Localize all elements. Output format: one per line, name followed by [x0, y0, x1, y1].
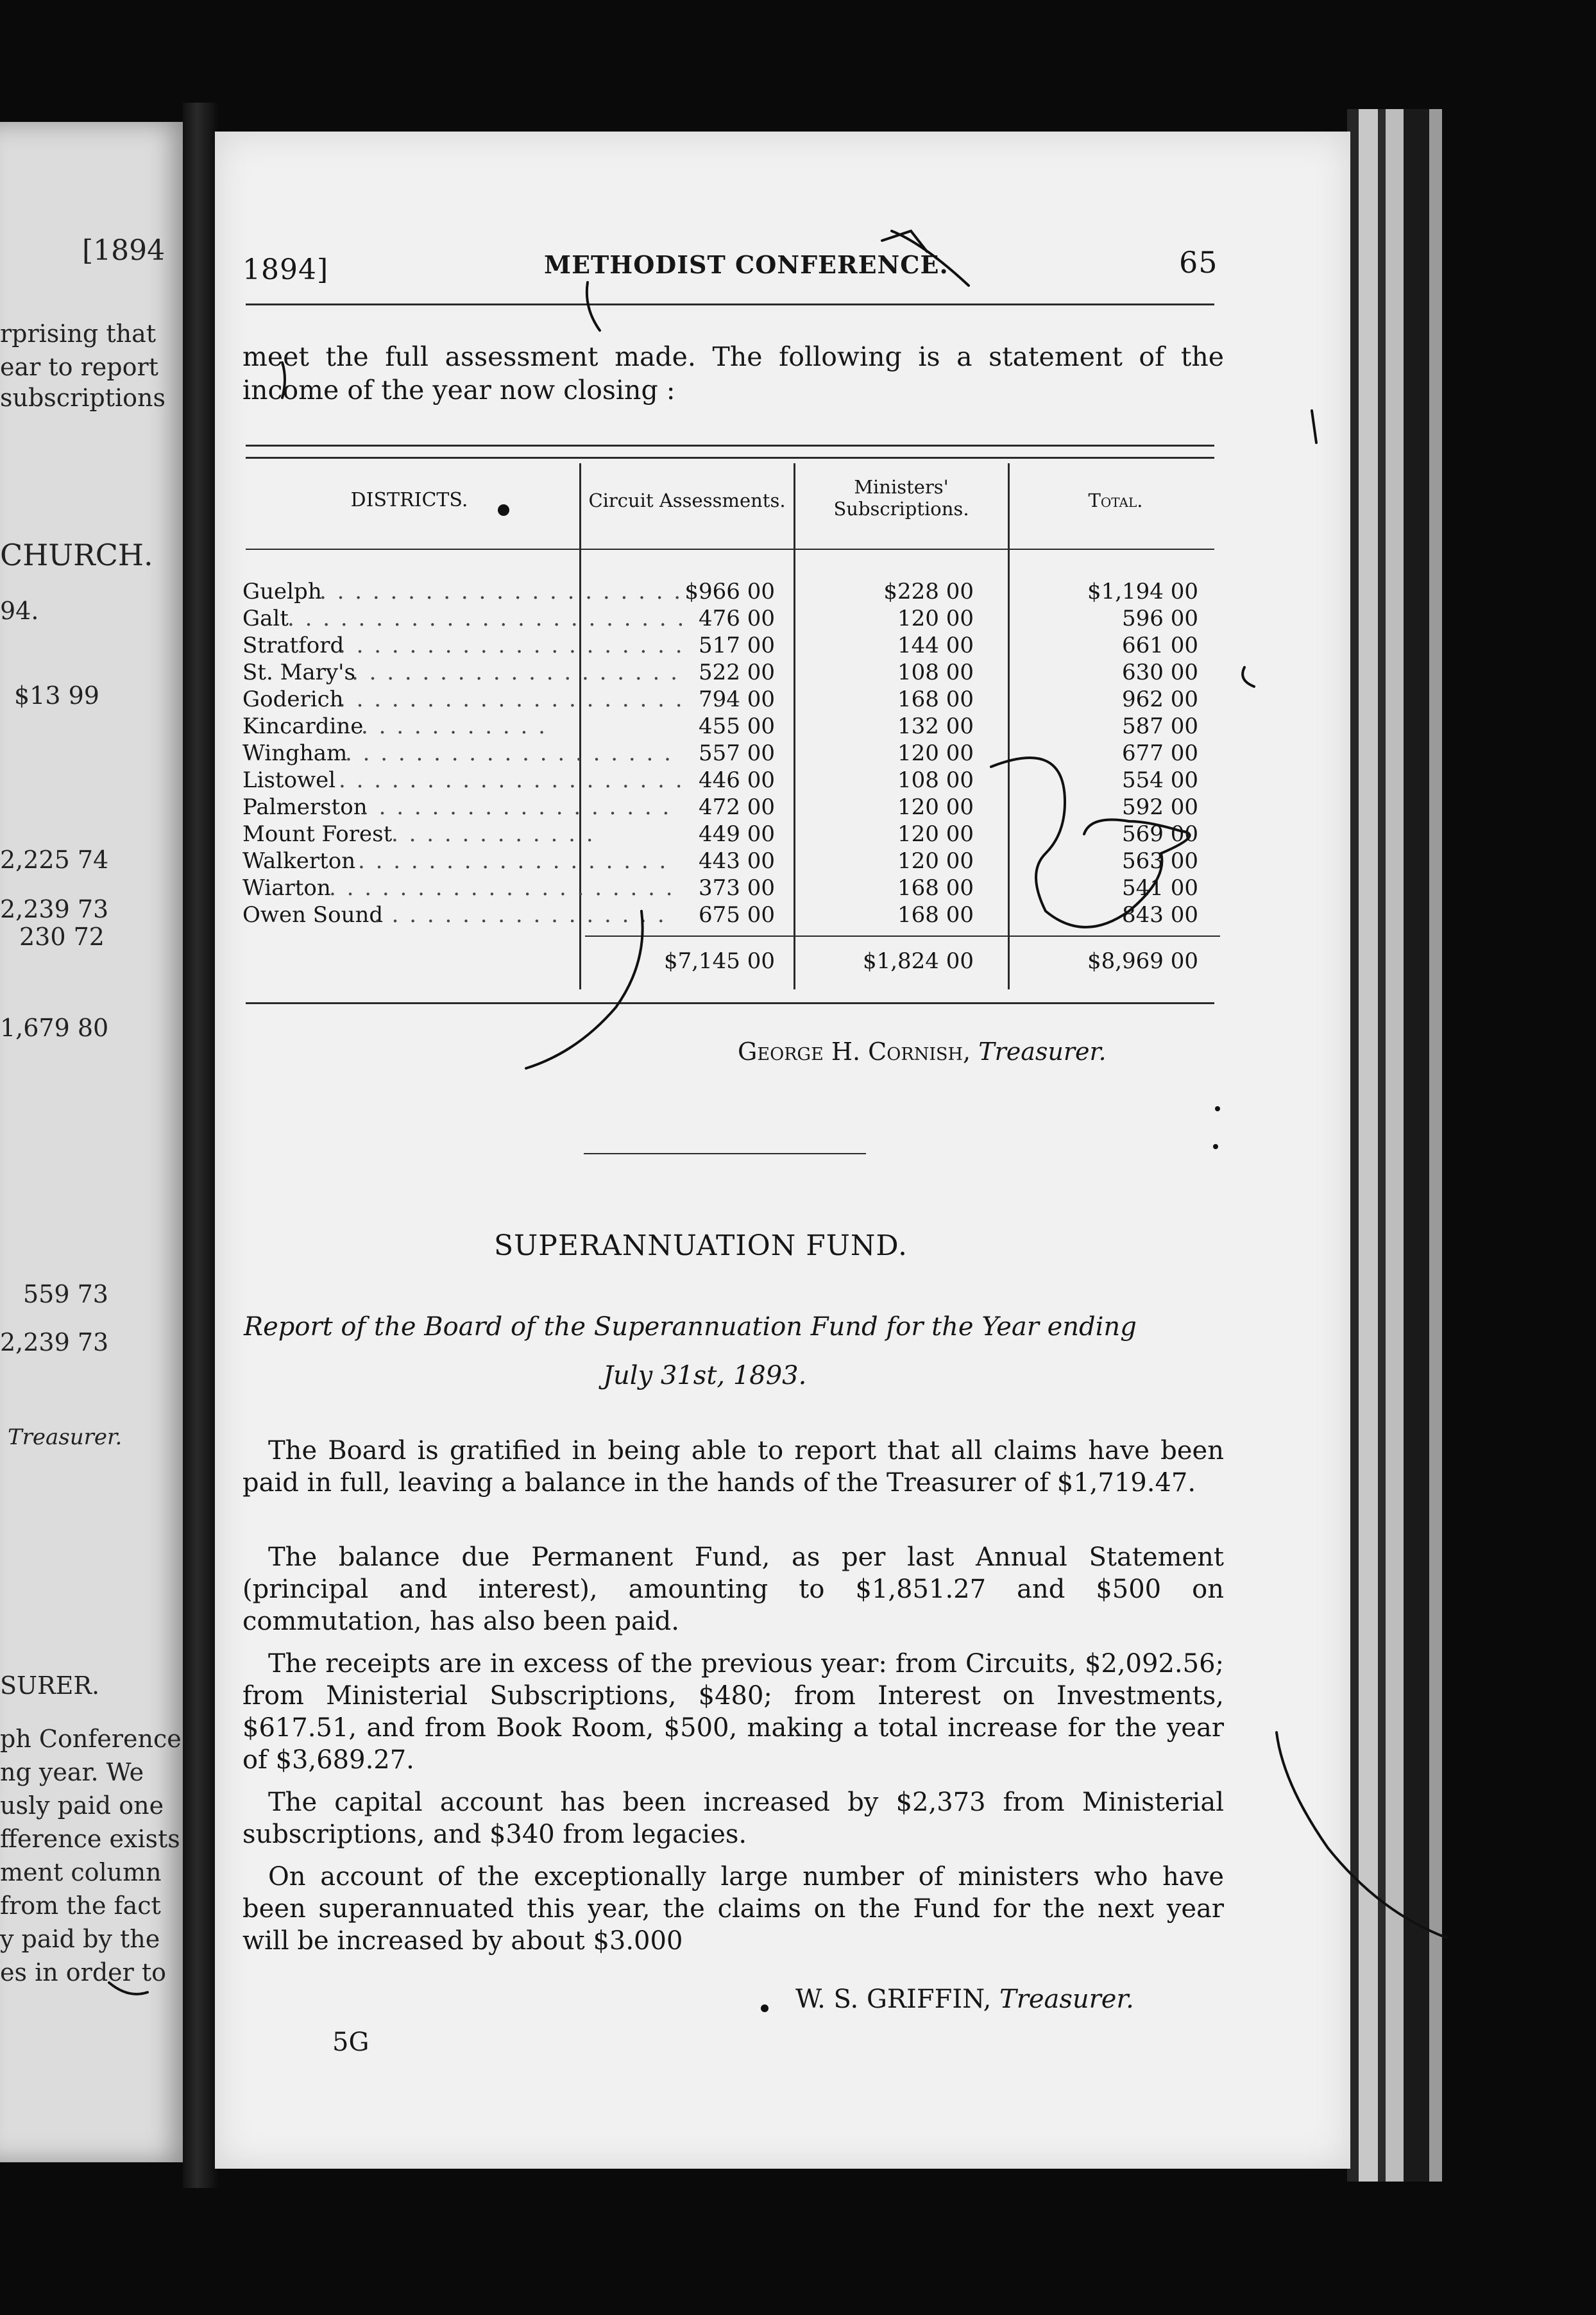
circuit-value: 446 00	[699, 767, 775, 793]
left-page-line: 559 73	[23, 1280, 108, 1308]
district-name: Guelph	[242, 579, 322, 604]
left-page-line: ph Conference	[0, 1725, 182, 1753]
left-page-line: from the fact	[0, 1892, 161, 1920]
leader-dots: . . . . . . . . . . .	[361, 713, 547, 739]
district-name: Palmerston	[242, 794, 368, 820]
left-page-header: [1894	[82, 234, 166, 267]
total-value: 661 00	[1122, 633, 1198, 658]
col-header-circuit: Circuit Assessments.	[588, 490, 786, 511]
left-page-line: 94.	[0, 597, 39, 625]
ministers-value: 120 00	[897, 794, 974, 820]
district-name: Walkerton	[242, 848, 356, 874]
pencil-stroke	[1243, 667, 1254, 687]
district-name: Owen Sound	[242, 902, 384, 928]
total-value: 587 00	[1122, 713, 1198, 739]
body-paragraph: The balance due Permanent Fund, as per last Annual Statement (principal and interest), amounting to $1,851.27 and $500 on commutation, has also been paid.	[242, 1542, 1224, 1636]
ministers-value: 144 00	[897, 633, 974, 658]
ink-spot	[498, 504, 509, 516]
report-title: Report of the Board of the Superannuation Fund for the Year ending	[244, 1312, 1137, 1342]
ministers-value: 108 00	[897, 767, 974, 793]
circuit-value: 675 00	[699, 902, 775, 928]
left-page-line: subscriptions	[0, 384, 166, 412]
leader-dots: . . . . . . . . . . . . . . . . . . .	[345, 740, 673, 766]
total-value: 563 00	[1122, 848, 1198, 874]
pencil-stroke	[587, 282, 600, 330]
district-name: Stratford	[242, 633, 344, 658]
report-date: July 31st, 1893.	[603, 1361, 807, 1390]
circuit-total: $7,145 00	[663, 948, 775, 974]
left-page-line: ng year. We	[0, 1758, 144, 1786]
left-page-line: 2,239 73	[0, 895, 109, 923]
district-name: Listowel	[242, 767, 336, 793]
total-value: 541 00	[1122, 875, 1198, 901]
left-page-line: rprising that	[0, 320, 157, 348]
circuit-value: 472 00	[699, 794, 775, 820]
circuit-value: 476 00	[699, 606, 775, 631]
circuit-value: 373 00	[699, 875, 775, 901]
leader-dots: . . . . . . . . . . . . . . . . . . . .	[339, 687, 684, 712]
left-page-line: $13 99	[14, 681, 99, 710]
pencil-stroke	[1277, 1732, 1447, 1938]
leader-dots: . . . . . . . . . . . . . . . . . . . .	[339, 767, 684, 793]
body-paragraph: The Board is gratified in being able to report that all claims have been paid in full, leaving a balance in the hands of the Treasurer of $1,719.47.	[242, 1436, 1224, 1498]
total-value: $1,194 00	[1087, 579, 1198, 604]
signature-mark: 5G	[332, 2028, 369, 2057]
left-page-line: SURER.	[0, 1671, 100, 1700]
district-name: Wingham	[242, 740, 348, 766]
ministers-value: 168 00	[897, 687, 974, 712]
leader-dots: . . . . . . . . . . . . . . . . . .	[358, 848, 668, 874]
ink-spot	[1213, 1144, 1218, 1149]
signature-title: Treasurer.	[999, 1985, 1134, 2014]
body-paragraph: The capital account has been increased by $2,373 from Ministerial subscriptions, and $340 from legacies.	[242, 1788, 1224, 1849]
circuit-value: 517 00	[699, 633, 775, 658]
total-value: 962 00	[1122, 687, 1198, 712]
signature-name: W. S. GRIFFIN,	[795, 1985, 992, 2014]
circuit-value: 557 00	[699, 740, 775, 766]
pencil-stroke	[892, 231, 969, 286]
header-year: 1894]	[242, 253, 329, 286]
ministers-total: $1,824 00	[862, 948, 974, 974]
ministers-value: 108 00	[897, 660, 974, 685]
total-value: 596 00	[1122, 606, 1198, 631]
grand-total: $8,969 00	[1087, 948, 1198, 974]
body-paragraph: The receipts are in excess of the previous year: from Circuits, $2,092.56; from Ministerial Subscriptions, $480; from Interest on Investments, $617.51, and from Book Room, $500, making a total increase for the year of $3,689.27.	[242, 1649, 1224, 1775]
ministers-value: 120 00	[897, 848, 974, 874]
district-name: Goderich	[242, 687, 344, 712]
ink-spot	[761, 2004, 768, 2012]
ministers-value: 168 00	[897, 875, 974, 901]
col-header-ministers: Ministers' Subscriptions.	[833, 476, 969, 520]
left-page-line: ment column	[0, 1858, 162, 1886]
leader-dots: . . . . . . . . . . . . . . . . . . .	[352, 660, 679, 685]
pencil-stroke	[1312, 411, 1316, 443]
leader-dots: . . . . . . . . . . . . . . . . . . . . .	[319, 579, 683, 604]
pencil-stroke	[882, 231, 927, 252]
pencil-stroke	[991, 758, 1190, 927]
ministers-value: 132 00	[897, 713, 974, 739]
pencil-stroke	[526, 911, 643, 1068]
leader-dots: . . . . . . . . . . . . . . . . . .	[361, 794, 672, 820]
leader-dots: . . . . . . . . . . . . . . . . . . . . . . .	[287, 606, 686, 631]
pencil-stroke	[282, 363, 285, 398]
pencil-stroke	[109, 1983, 148, 1994]
total-value: 592 00	[1122, 794, 1198, 820]
left-page-line: 1,679 80	[0, 1014, 109, 1042]
ministers-value: 168 00	[897, 902, 974, 928]
district-name: Galt	[242, 606, 289, 631]
leader-dots: . . . . . . . . . . . .	[391, 821, 595, 847]
left-page-line: Treasurer.	[8, 1424, 123, 1450]
circuit-value: 794 00	[699, 687, 775, 712]
circuit-value: 455 00	[699, 713, 775, 739]
signature-name: George H. Cornish,	[738, 1038, 971, 1066]
left-page-line: y paid by the	[0, 1925, 160, 1953]
leader-dots: . . . . . . . . . . . . . . . . . . . .	[339, 633, 684, 658]
left-page-line: CHURCH.	[0, 538, 153, 572]
intro-paragraph: meet the full assessment made. The following is a statement of the income of the year now closing :	[242, 341, 1224, 406]
circuit-value: 449 00	[699, 821, 775, 847]
ink-spot	[1215, 1106, 1220, 1111]
col-header-total: Total.	[1088, 490, 1143, 511]
left-page-line: usly paid one	[0, 1791, 164, 1820]
total-value: 630 00	[1122, 660, 1198, 685]
district-name: Mount Forest	[242, 821, 393, 847]
total-value: 554 00	[1122, 767, 1198, 793]
left-page-line: 2,239 73	[0, 1328, 109, 1356]
total-value: 677 00	[1122, 740, 1198, 766]
circuit-value: 522 00	[699, 660, 775, 685]
ministers-value: 120 00	[897, 606, 974, 631]
section-title: SUPERANNUATION FUND.	[494, 1229, 908, 1262]
district-name: Wiarton	[242, 875, 331, 901]
ministers-value: $228 00	[883, 579, 974, 604]
running-head: METHODIST CONFERENCE.	[544, 250, 949, 279]
circuit-value: $966 00	[684, 579, 775, 604]
ministers-value: 120 00	[897, 821, 974, 847]
circuit-value: 443 00	[699, 848, 775, 874]
left-page-line: es in order to	[0, 1958, 167, 1986]
district-name: St. Mary's	[242, 660, 355, 685]
total-value: 843 00	[1122, 902, 1198, 928]
district-name: Kincardine	[242, 713, 364, 739]
left-page-line: 230 72	[19, 923, 105, 951]
left-page-line: 2,225 74	[0, 846, 109, 874]
page-number: 65	[1179, 245, 1218, 280]
left-page-line: fference exists	[0, 1825, 180, 1853]
total-value: 569 00	[1122, 821, 1198, 847]
body-paragraph: On account of the exceptionally large number of ministers who have been superannuated this year, the claims on the Fund for the next year will be increased by about $3.000	[242, 1862, 1224, 1956]
leader-dots: . . . . . . . . . . . . . . . . .	[374, 902, 666, 928]
col-header-districts: DISTRICTS.	[350, 489, 468, 511]
signature-title: Treasurer.	[978, 1038, 1107, 1066]
ministers-value: 120 00	[897, 740, 974, 766]
left-page-line: ear to report	[0, 353, 158, 381]
leader-dots: . . . . . . . . . . . . . . . . . . . .	[329, 875, 675, 901]
